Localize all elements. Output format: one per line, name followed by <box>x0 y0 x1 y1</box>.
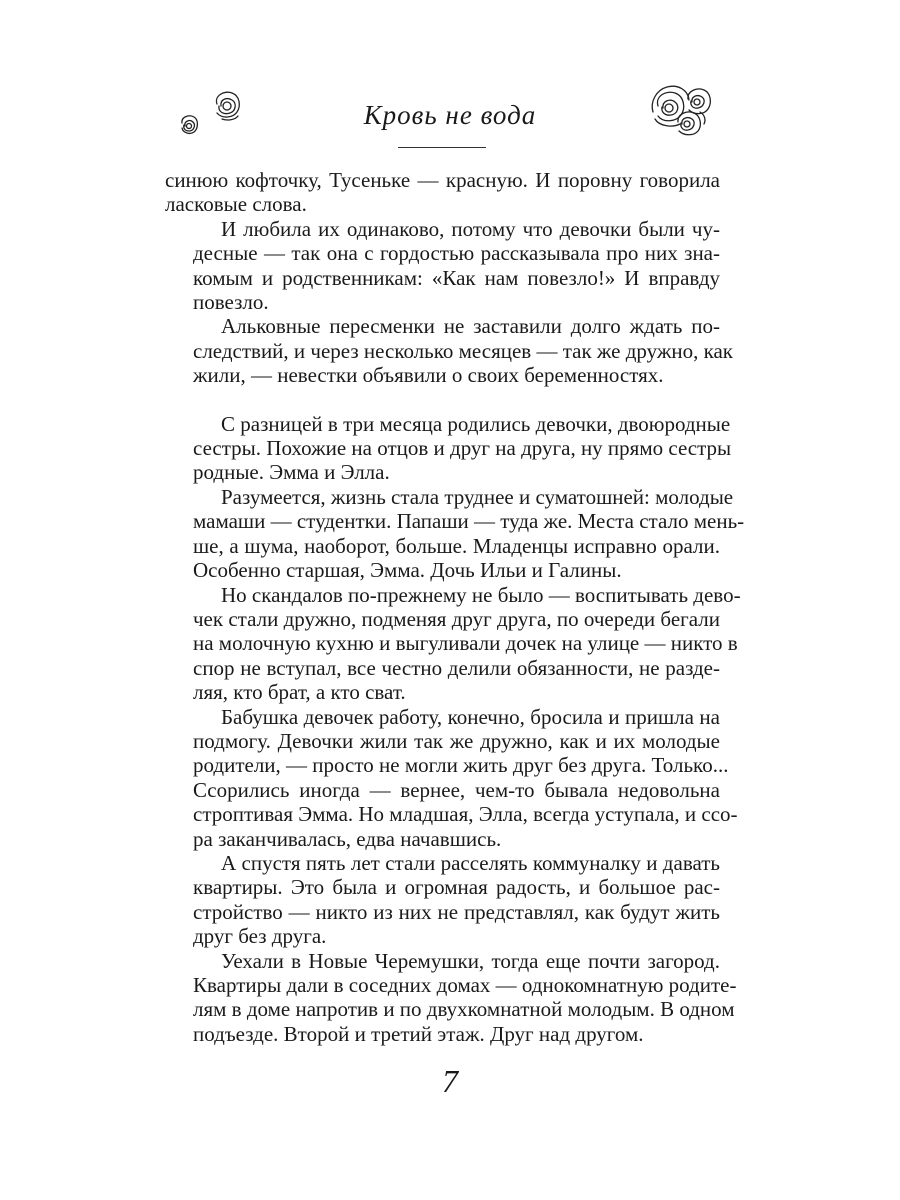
text-line: Особенно старшая, Эмма. Дочь Ильи и Галины. <box>193 558 622 583</box>
text-line: Бабушка девочек работу, конечно, бросила и пришла на <box>221 704 720 729</box>
paragraph <box>165 314 734 388</box>
section-break <box>165 388 720 412</box>
text-line: ляя, кто брат, а кто сват. <box>193 680 406 705</box>
text-line: квартиры. Это была и огромная радость, и большое рас- <box>193 875 720 900</box>
paragraph <box>165 851 720 949</box>
running-title: Кровь не вода <box>363 100 537 130</box>
text-line: десные — так она с гордостью рассказывала про них зна- <box>193 241 720 266</box>
text-line: мамаши — студентки. Папаши — туда же. Места стало мень- <box>193 509 745 534</box>
page-header <box>0 80 900 160</box>
text-line: С разницей в три месяца родились девочки, двоюродные <box>221 411 731 436</box>
text-line: чек стали дружно, подменяя друг друга, по очереди бегали <box>193 606 720 631</box>
page-number: 7 <box>442 1063 458 1099</box>
rose-ornament-right-icon <box>642 82 722 142</box>
text-line: комым и родственникам: «Как нам повезло!» И вправду <box>193 265 720 290</box>
text-line: повезло. <box>193 290 269 315</box>
text-line: родные. Эмма и Элла. <box>193 460 390 485</box>
text-line: лям в доме напротив и по двухкомнатной молодым. В одном <box>193 997 735 1022</box>
text-line: Ссорились иногда — вернее, чем-то бывала недовольна <box>193 777 720 802</box>
paragraph <box>165 582 741 705</box>
text-line: строптивая Эмма. Но младшая, Элла, всегда уступала, и ссо- <box>193 802 738 827</box>
body-text <box>165 168 745 1046</box>
paragraph <box>165 948 737 1047</box>
text-line: ше, а шума, наоборот, больше. Младенцы исправно орали. <box>193 533 720 558</box>
text-line: друг без друга. <box>193 924 327 949</box>
text-line: И любила их одинаково, потому что девочки были чу- <box>221 216 720 241</box>
paragraph <box>165 484 745 583</box>
paragraph <box>165 411 732 485</box>
text-line: родители, — просто не могли жить друг без друга. Только... <box>193 753 729 778</box>
text-line: сестры. Похожие на отцов и друг на друга, ну прямо сестры <box>193 436 732 461</box>
text-line: подъезде. Второй и третий этаж. Друг над другом. <box>193 1021 644 1046</box>
text-line: Уехали в Новые Черемушки, тогда еще почти загород. <box>221 948 720 973</box>
text-line: Но скандалов по-прежнему не было — воспитывать дево- <box>221 582 741 607</box>
text-line: ра заканчивалась, едва начавшись. <box>193 826 502 851</box>
text-line: стройство — никто из них не представлял, как будут жить <box>193 899 720 924</box>
text-line: жили, — невестки объявили о своих беременностях. <box>193 363 664 388</box>
text-line: подмогу. Девочки жили так же дружно, как и их молодые <box>193 728 720 753</box>
paragraph <box>165 704 738 851</box>
title-divider <box>398 147 486 148</box>
text-line: Разумеется, жизнь стала труднее и суматошней: молодые <box>221 484 734 509</box>
text-line: спор не вступал, все честно делили обязанности, не разде- <box>193 655 720 680</box>
text-line: А спустя пять лет стали расселять коммуналку и давать <box>221 850 720 875</box>
text-line: на молочную кухню и выгуливали дочек на улице — никто в <box>193 631 738 656</box>
paragraph <box>165 168 720 217</box>
text-line: Квартиры дали в соседних домах — однокомнатную родите- <box>193 973 737 997</box>
text-line: следствий, и через несколько месяцев — так же дружно, как <box>193 338 734 363</box>
text-line: ласковые слова. <box>165 192 307 217</box>
text-line: синюю кофточку, Тусеньке — красную. И поровну говорила <box>165 168 720 192</box>
text-line: Альковные пересменки не заставили долго ждать по- <box>221 314 720 339</box>
paragraph <box>165 217 720 315</box>
